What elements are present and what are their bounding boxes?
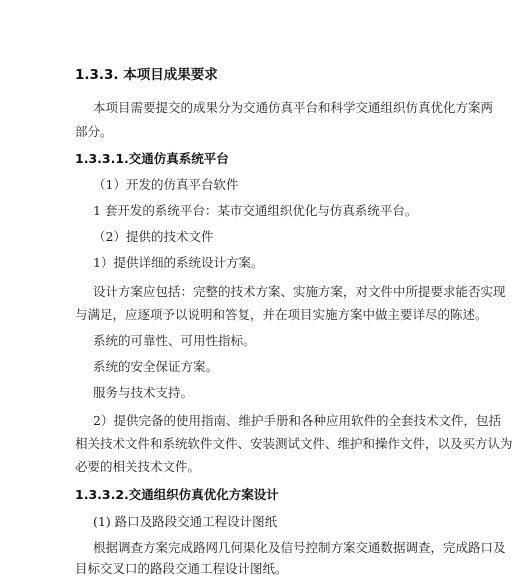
design-line-2: 与满足，应逐项予以说明和答复，并在项目实施方案中做主要详尽的陈述。 — [75, 307, 488, 322]
intro-line-2: 部分。 — [75, 124, 113, 139]
reliability-line: 系统的可靠性、可用性指标。 — [93, 333, 256, 348]
subsection-title-2: 1.3.3.2.交通组织仿真优化方案设计 — [75, 487, 279, 502]
list-item-tech-docs: （2）提供的技术文件 — [93, 229, 214, 244]
software-detail: 1 套开发的系统平台：某市交通组织优化与仿真系统平台。 — [93, 203, 418, 218]
security-line: 系统的安全保证方案。 — [93, 359, 219, 374]
drawings-body-line-2: 目标交叉口的路段交通工程设计图纸。 — [75, 561, 288, 576]
design-line-1: 设计方案应包括：完整的技术方案、实施方案，对文件中所提要求能否实现 — [93, 284, 506, 299]
drawings-body-line-1: 根据调查方案完成路网几何渠化及信号控制方案交通数据调查，完成路口及 — [93, 540, 506, 555]
tech-docs-sub-2-line-3: 必要的相关技术文件。 — [75, 459, 201, 474]
section-title: 1.3.3. 本项目成果要求 — [75, 67, 218, 83]
intro-line-1: 本项目需要提交的成果分为交通仿真平台和科学交通组织仿真优化方案两 — [93, 100, 494, 115]
list-item-software: （1）开发的仿真平台软件 — [93, 177, 239, 192]
subsection-title-1: 1.3.3.1.交通仿真系统平台 — [75, 151, 229, 166]
list-item-drawings: (1) 路口及路段交通工程设计图纸 — [93, 514, 278, 529]
tech-docs-sub-2-line-1: 2）提供完备的使用指南、维护手册和各种应用软件的全套技术文件，包括 — [93, 413, 501, 428]
tech-docs-sub-1: 1）提供详细的系统设计方案。 — [93, 255, 264, 270]
tech-docs-sub-2-line-2: 相关技术文件和系统软件文件、安装测试文件、维护和操作文件，以及买方认为 — [75, 436, 513, 451]
service-line: 服务与技术支持。 — [93, 385, 194, 400]
